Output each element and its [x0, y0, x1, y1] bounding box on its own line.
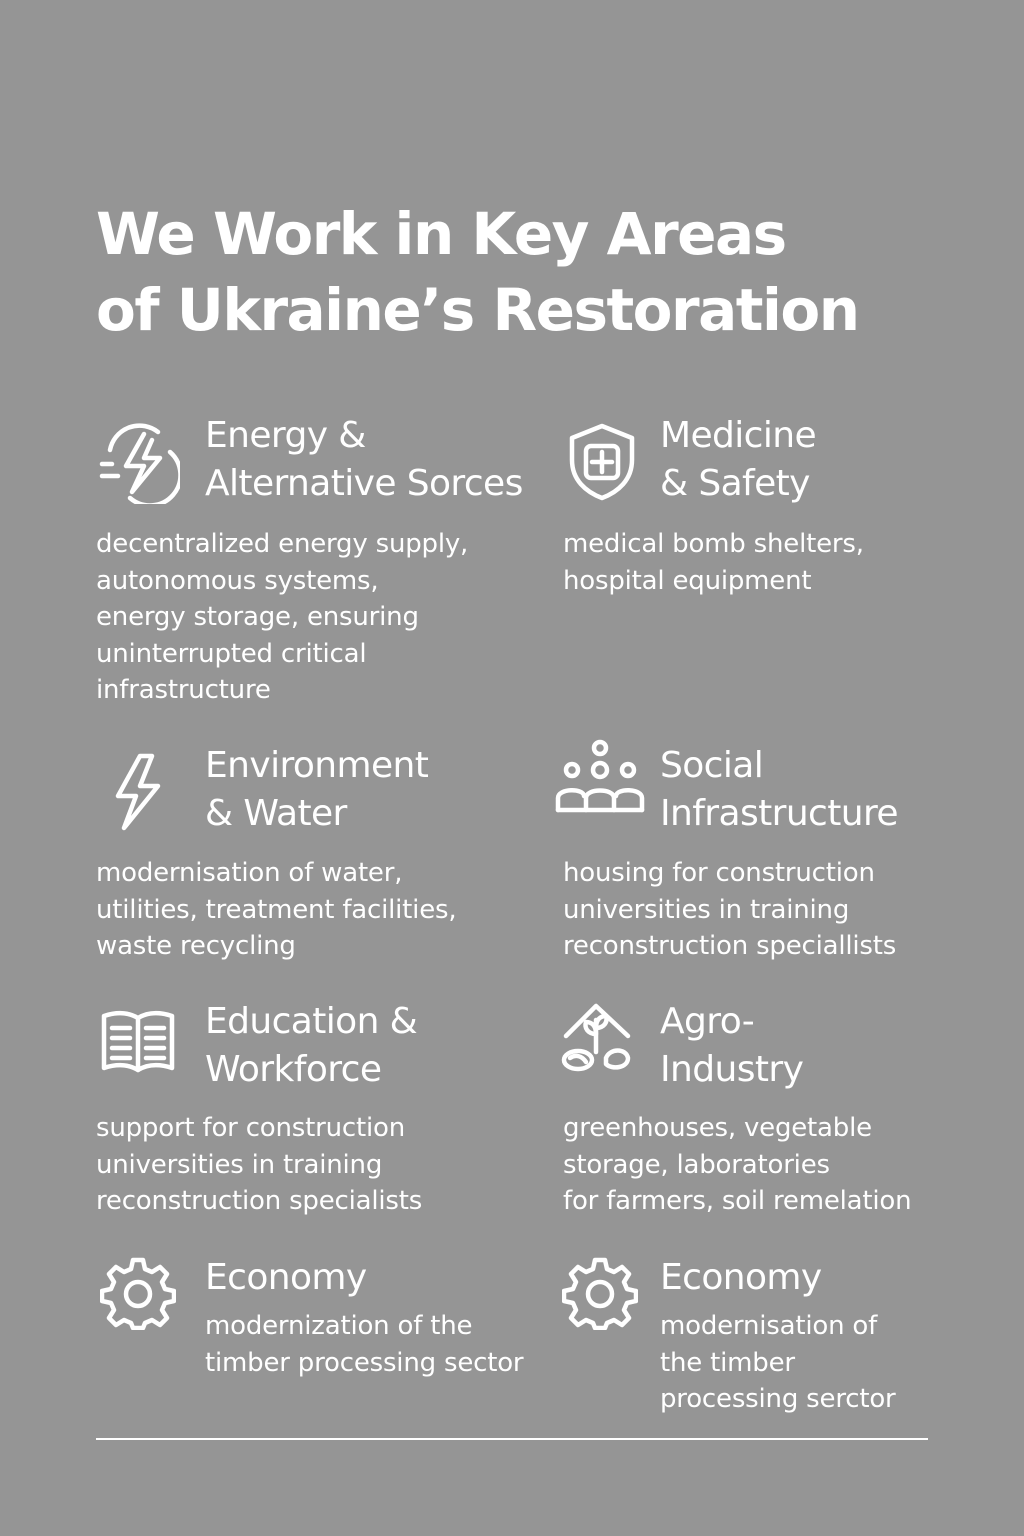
description-line: uninterrupted critical: [96, 638, 367, 669]
area-heading-medicine: [660, 412, 816, 508]
heading-line: Environment: [205, 745, 429, 786]
area-heading-economy-2: [660, 1254, 822, 1302]
description-line: energy storage, ensuring: [96, 602, 419, 632]
description-line: timber processing sector: [205, 1347, 524, 1378]
area-heading-education: [205, 998, 417, 1094]
heading-line: Industry: [660, 1049, 804, 1090]
area-description-economy-1: [205, 1308, 523, 1381]
gear-icon: [100, 1254, 176, 1330]
description-line: housing for construction: [563, 858, 875, 888]
description-line: reconstruction specialists: [96, 1186, 423, 1216]
heading-line: & Safety: [660, 463, 810, 504]
description-line: reconstruction speciallists: [563, 931, 897, 961]
description-line: modernisation of: [660, 1311, 878, 1341]
area-heading-economy-1: [205, 1254, 367, 1302]
bottom-divider: [96, 1438, 928, 1440]
description-line: storage, laboratories: [563, 1149, 830, 1180]
area-description-social: [563, 855, 896, 965]
page-title: [96, 196, 956, 348]
lightning-bolt-circle-icon: [96, 420, 180, 504]
description-line: modernisation of water,: [96, 858, 403, 888]
heading-line: Economy: [660, 1257, 822, 1298]
gear-icon: [562, 1254, 638, 1330]
description-line: medical bomb shelters,: [563, 529, 864, 559]
heading-line: Education &: [205, 1001, 418, 1042]
heading-line: Social: [660, 745, 764, 786]
description-line: waste recycling: [96, 931, 296, 961]
lightning-bolt-icon: [96, 750, 180, 834]
area-description-energy: [96, 526, 468, 709]
area-description-environment: [96, 855, 456, 965]
description-line: support for construction: [96, 1113, 405, 1143]
heading-line: Infrastructure: [660, 793, 898, 834]
area-heading-energy: [205, 412, 523, 508]
heading-line: Workforce: [205, 1049, 382, 1090]
area-heading-environment: [205, 742, 428, 838]
description-line: modernization of the: [205, 1311, 473, 1341]
description-line: universities in training: [563, 894, 850, 925]
description-line: the timber: [660, 1347, 795, 1378]
area-description-medicine: [563, 526, 864, 599]
description-line: for farmers, soil remelation: [563, 1186, 912, 1216]
heading-line: Economy: [205, 1257, 367, 1298]
heading-line: & Water: [205, 793, 347, 834]
area-description-economy-2: [660, 1308, 896, 1418]
area-heading-agro: [660, 998, 803, 1094]
page-title-line-2: of Ukraine’s Restoration: [96, 276, 859, 344]
area-heading-social: [660, 742, 898, 838]
heading-line: Agro-: [660, 1001, 755, 1042]
area-description-education: [96, 1110, 422, 1220]
description-line: universities in training: [96, 1149, 383, 1180]
area-description-agro: [563, 1110, 911, 1220]
heading-line: Energy &: [205, 415, 366, 456]
description-line: utilities, treatment facilities,: [96, 894, 457, 925]
description-line: hospital equipment: [563, 565, 812, 596]
description-line: processing serctor: [660, 1384, 896, 1414]
open-book-icon: [96, 1000, 180, 1084]
people-group-icon: [554, 734, 646, 818]
description-line: greenhouses, vegetable: [563, 1113, 872, 1143]
shield-plus-icon: [560, 420, 644, 504]
plant-seedling-icon: [556, 996, 640, 1080]
description-line: decentralized energy supply,: [96, 529, 469, 559]
description-line: infrastructure: [96, 675, 271, 705]
heading-line: Alternative Sorces: [205, 463, 523, 504]
heading-line: Medicine: [660, 415, 817, 456]
page-title-line-1: We Work in Key Areas: [96, 200, 786, 268]
description-line: autonomous systems,: [96, 565, 379, 596]
